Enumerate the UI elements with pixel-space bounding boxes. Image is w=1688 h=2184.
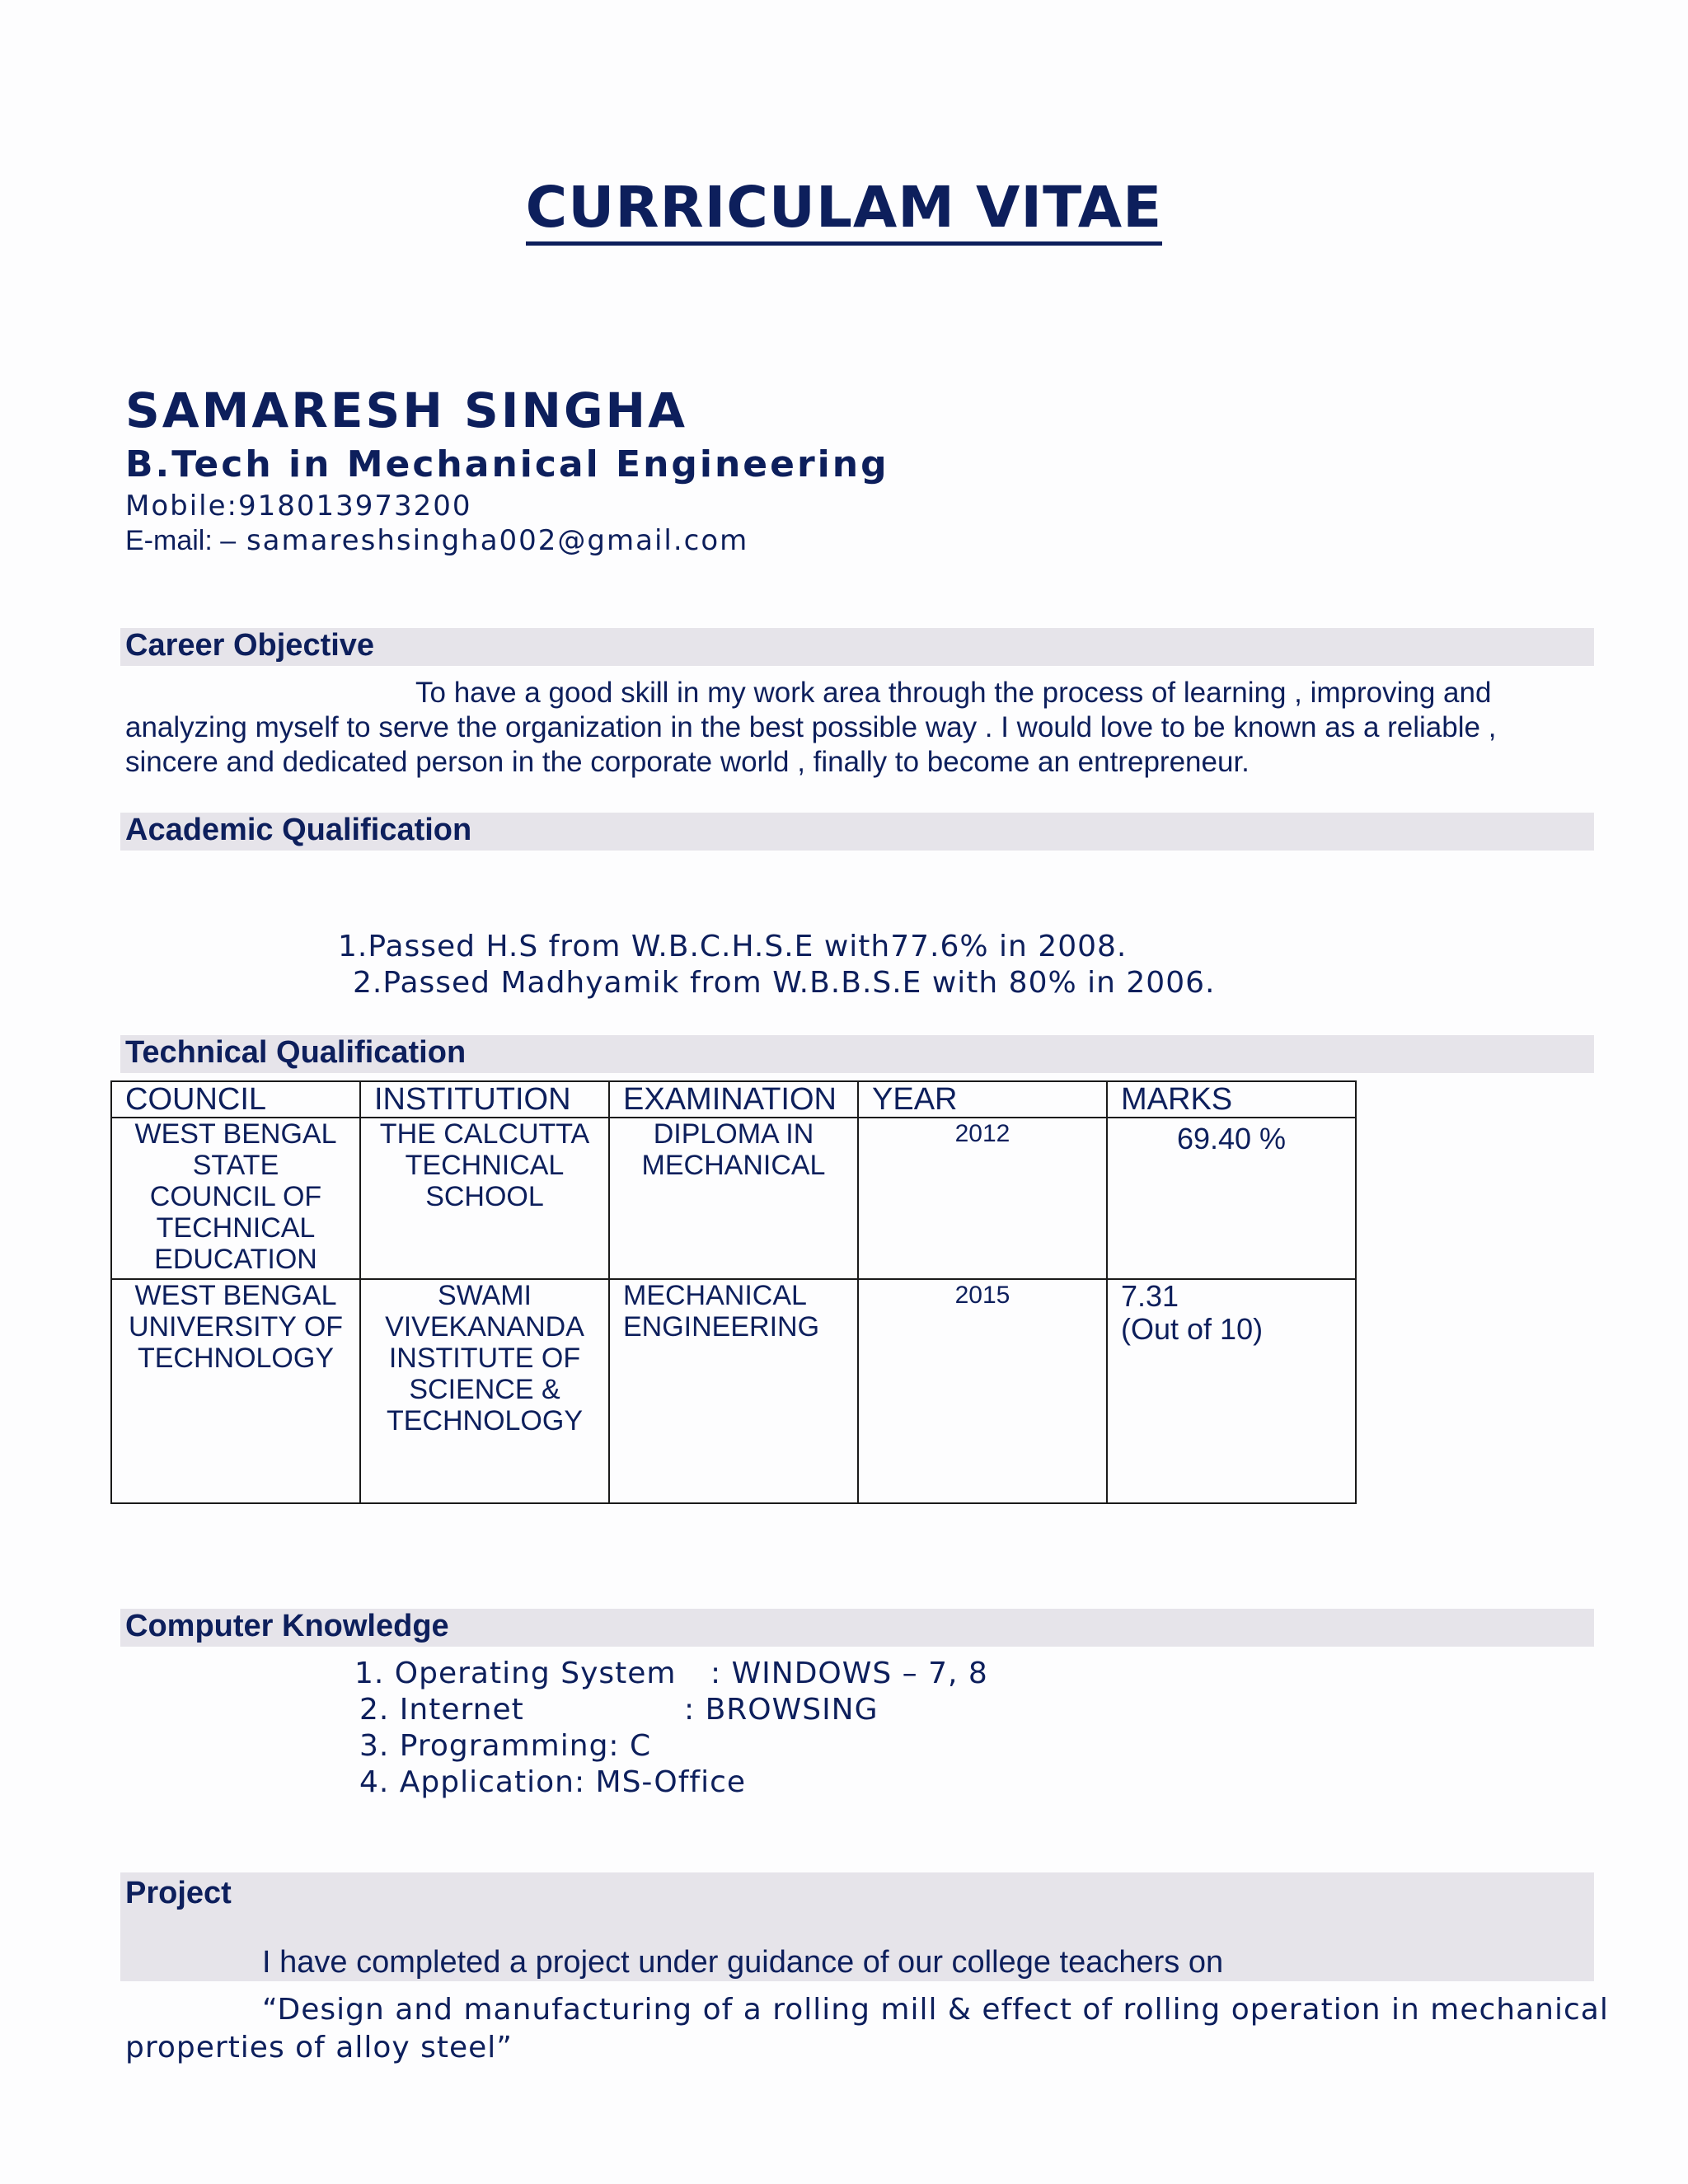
column-header-examination: EXAMINATION <box>609 1081 858 1118</box>
cell-year: 2015 <box>858 1279 1107 1503</box>
cell-line: ENGINEERING <box>623 1311 820 1343</box>
document-title-text: CURRICULAM VITAE <box>526 175 1163 246</box>
cell-line: TECHNICAL <box>405 1150 565 1181</box>
email-address: samareshsingha002@gmail.com <box>236 524 749 557</box>
cell-line: UNIVERSITY OF <box>128 1311 344 1343</box>
cell-line: THE CALCUTTA <box>379 1118 590 1150</box>
candidate-degree: B.Tech in Mechanical Engineering <box>125 443 889 485</box>
cell-line: 7.31 <box>1121 1279 1179 1313</box>
cell-line: SCHOOL <box>425 1181 544 1212</box>
email-line <box>125 524 748 557</box>
cell-examination <box>609 1118 858 1279</box>
cell-line: DIPLOMA IN <box>653 1118 814 1150</box>
computer-item-3: 3. Programming: C <box>359 1729 652 1763</box>
table-row <box>111 1118 1356 1279</box>
computer-item-1-label: 1. Operating System <box>354 1657 677 1690</box>
career-objective-heading: Career Objective <box>125 628 375 663</box>
project-title-line-2: properties of alloy steel” <box>125 2031 513 2064</box>
cell-line: SWAMI <box>438 1280 532 1311</box>
cell-line: MECHANICAL <box>641 1150 826 1181</box>
computer-item-2-label: 2. Internet <box>359 1693 524 1727</box>
email-label: E-mail: – <box>125 525 237 556</box>
academic-item-2: 2.Passed Madhyamik from W.B.B.S.E with 80% in 2006. <box>353 966 1216 1000</box>
cell-line: EDUCATION <box>154 1244 317 1275</box>
column-header-institution: INSTITUTION <box>360 1081 609 1118</box>
project-intro: I have completed a project under guidance of our college teachers on <box>262 1945 1224 1980</box>
technical-heading: Technical Qualification <box>125 1035 467 1070</box>
cell-line: TECHNOLOGY <box>386 1405 584 1436</box>
cell-line: TECHNOLOGY <box>137 1343 335 1374</box>
candidate-name: SAMARESH SINGHA <box>125 382 687 438</box>
cell-line: VIVEKANANDA <box>385 1311 584 1343</box>
cell-line: WEST BENGAL <box>134 1118 337 1150</box>
cell-line: COUNCIL OF <box>149 1181 322 1212</box>
table-row <box>111 1279 1356 1503</box>
column-header-year: YEAR <box>858 1081 1107 1118</box>
technical-qualification-table <box>110 1080 1357 1504</box>
cell-line: WEST BENGAL <box>134 1280 337 1311</box>
project-title-line-1: “Design and manufacturing of a rolling mill & effect of rolling operation in mechanical <box>262 1993 1609 2027</box>
cell-examination <box>609 1279 858 1503</box>
cell-institution <box>360 1118 609 1279</box>
cell-council <box>111 1118 360 1279</box>
cell-line: MECHANICAL <box>623 1280 807 1311</box>
academic-item-1: 1.Passed H.S from W.B.C.H.S.E with77.6% in 2008. <box>338 930 1128 963</box>
computer-item-4: 4. Application: MS-Office <box>359 1765 747 1799</box>
computer-heading: Computer Knowledge <box>125 1609 449 1643</box>
cell-line: (Out of 10) <box>1121 1312 1264 1346</box>
computer-item-1-value: : WINDOWS – 7, 8 <box>710 1657 988 1690</box>
column-header-council: COUNCIL <box>111 1081 360 1118</box>
project-heading: Project <box>125 1876 232 1910</box>
cell-line: INSTITUTE OF <box>388 1343 581 1374</box>
cell-line: TECHNICAL <box>156 1212 316 1244</box>
cell-council <box>111 1279 360 1503</box>
cell-line: 69.40 % <box>1176 1122 1287 1155</box>
academic-heading: Academic Qualification <box>125 813 472 847</box>
cell-marks <box>1107 1279 1356 1503</box>
cell-line: STATE <box>192 1150 279 1181</box>
table-header-row <box>111 1081 1356 1118</box>
career-objective-line-3: sincere and dedicated person in the corporate world , finally to become an entrepreneur. <box>125 746 1250 778</box>
document-title <box>0 175 1688 241</box>
career-objective-line-2: analyzing myself to serve the organization in the best possible way . I would love to be known as a reliable , <box>125 711 1497 743</box>
mobile-number: Mobile:918013973200 <box>125 490 472 523</box>
cell-institution <box>360 1279 609 1503</box>
cell-line: SCIENCE & <box>409 1374 560 1405</box>
cell-marks <box>1107 1118 1356 1279</box>
computer-item-2-value: : BROWSING <box>684 1693 879 1727</box>
cell-year: 2012 <box>858 1118 1107 1279</box>
column-header-marks: MARKS <box>1107 1081 1356 1118</box>
career-objective-line-1: To have a good skill in my work area through the process of learning , improving and <box>415 677 1492 709</box>
